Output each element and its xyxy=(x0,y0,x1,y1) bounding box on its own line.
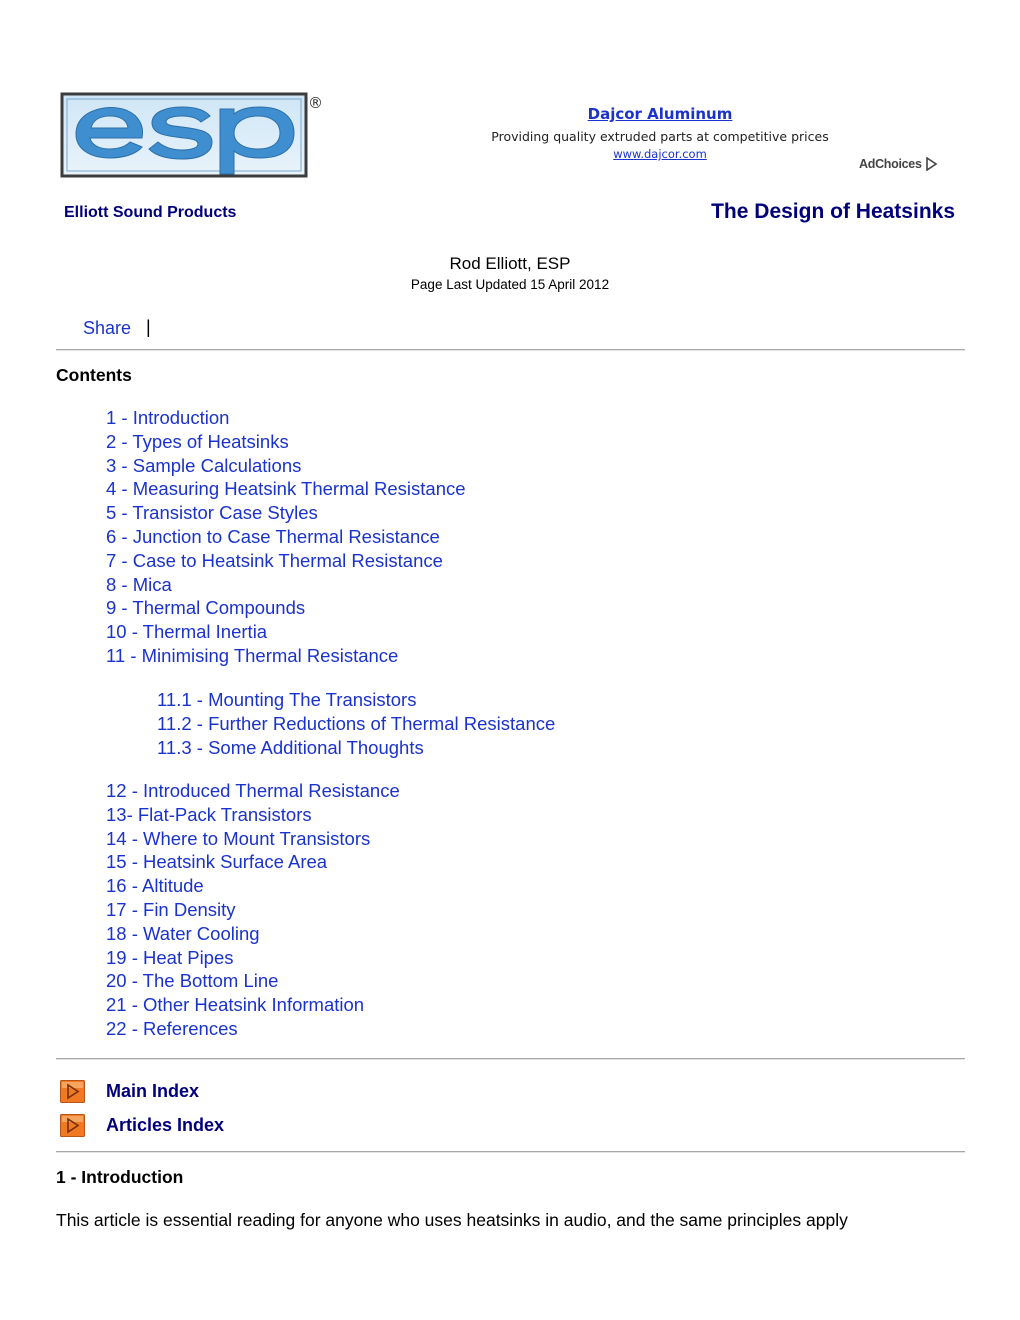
toc-link[interactable]: 10 - Thermal Inertia xyxy=(106,621,268,643)
last-updated: Page Last Updated 15 April 2012 xyxy=(410,277,610,292)
toc-link[interactable]: 14 - Where to Mount Transistors xyxy=(106,827,371,849)
ad-description: Providing quality extruded parts at competitive prices xyxy=(491,129,829,144)
divider xyxy=(56,1058,965,1060)
toc-link[interactable]: 21 - Other Heatsink Information xyxy=(106,994,365,1016)
ad-title-link[interactable]: Dajcor Aluminum xyxy=(587,105,733,123)
toc-link[interactable]: 18 - Water Cooling xyxy=(106,922,260,944)
main-index-label: Main Index xyxy=(106,1081,200,1101)
toc-link[interactable]: 22 - References xyxy=(106,1017,238,1039)
toc-link[interactable]: 4 - Measuring Heatsink Thermal Resistance xyxy=(106,478,466,500)
author: Rod Elliott, ESP xyxy=(449,254,571,273)
toc-link[interactable]: 8 - Mica xyxy=(106,573,172,595)
adchoices-icon xyxy=(925,157,938,171)
site-brand: Elliott Sound Products xyxy=(64,204,237,221)
toc-link[interactable]: 16 - Altitude xyxy=(106,875,204,897)
arrow-right-icon xyxy=(60,1114,85,1137)
share-link[interactable]: Share xyxy=(83,318,132,338)
toc-link[interactable]: 17 - Fin Density xyxy=(106,898,236,920)
section-heading: 1 - Introduction xyxy=(56,1167,184,1187)
toc-list-continued xyxy=(106,779,400,1041)
arrow-right-icon xyxy=(60,1080,85,1103)
page-title: The Design of Heatsinks xyxy=(711,200,955,223)
toc-link[interactable]: 12 - Introduced Thermal Resistance xyxy=(106,780,400,801)
toc-link[interactable]: 7 - Case to Heatsink Thermal Resistance xyxy=(106,549,443,571)
contents-heading: Contents xyxy=(56,365,132,385)
toc-link[interactable]: 5 - Transistor Case Styles xyxy=(106,502,318,524)
toc-sublink[interactable]: 11.3 - Some Additional Thoughts xyxy=(157,736,424,758)
toc-link[interactable]: 1 - Introduction xyxy=(106,407,230,428)
toc-list xyxy=(106,406,466,668)
toc-link[interactable]: 15 - Heatsink Surface Area xyxy=(106,851,328,873)
main-index-link[interactable] xyxy=(60,1080,199,1103)
toc-link[interactable]: 9 - Thermal Compounds xyxy=(106,597,306,619)
articles-index-label: Articles Index xyxy=(106,1115,225,1135)
divider xyxy=(56,349,965,351)
toc-link[interactable]: 19 - Heat Pipes xyxy=(106,946,234,968)
toc-link[interactable]: 3 - Sample Calculations xyxy=(106,454,302,476)
toc-link[interactable]: 11 - Minimising Thermal Resistance xyxy=(106,644,399,666)
esp-logo[interactable] xyxy=(60,92,308,178)
toc-link[interactable]: 20 - The Bottom Line xyxy=(106,970,279,992)
toc-link[interactable]: 6 - Junction to Case Thermal Resistance xyxy=(106,525,440,547)
toc-sublink[interactable]: 11.2 - Further Reductions of Thermal Resistance xyxy=(157,712,556,734)
toc-sublist xyxy=(157,688,555,759)
articles-index-link[interactable] xyxy=(60,1114,224,1137)
ad-url-link[interactable]: www.dajcor.com xyxy=(613,147,707,161)
section-paragraph: This article is essential reading for anyone who uses heatsinks in audio, and the same principles apply xyxy=(56,1210,848,1230)
adchoices-label: AdChoices xyxy=(859,157,922,171)
toc-sublink[interactable]: 11.1 - Mounting The Transistors xyxy=(157,689,417,710)
adchoices-button[interactable] xyxy=(859,157,938,171)
divider xyxy=(56,1151,965,1153)
toc-link[interactable]: 2 - Types of Heatsinks xyxy=(106,430,289,452)
toc-link[interactable]: 13- Flat-Pack Transistors xyxy=(106,803,312,825)
share-separator: | xyxy=(146,317,151,337)
registered-mark: ® xyxy=(308,94,323,112)
